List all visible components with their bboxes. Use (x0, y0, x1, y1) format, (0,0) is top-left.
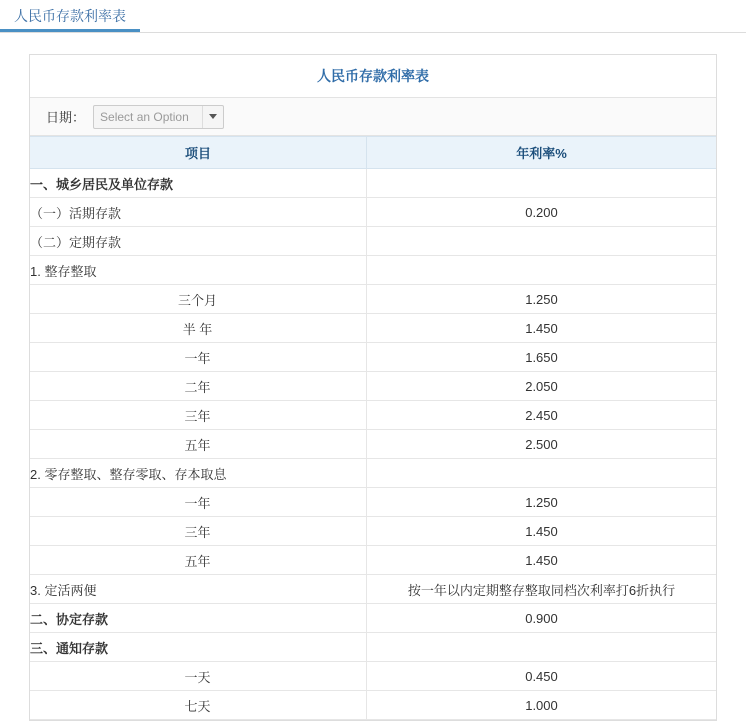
table-row (30, 256, 716, 285)
row-item-label: 3. 定活两便 (30, 575, 367, 604)
row-item-label: 三年 (30, 517, 367, 546)
row-item-label: 一年 (30, 488, 367, 517)
row-rate-value (367, 459, 717, 488)
row-rate-value: 0.900 (367, 604, 717, 633)
row-item-label: 五年 (30, 430, 367, 459)
row-rate-value: 1.650 (367, 343, 717, 372)
table-row (30, 198, 716, 227)
column-header-rate: 年利率% (367, 137, 717, 169)
table-header-row (30, 137, 716, 169)
rate-table (30, 136, 716, 720)
table-row (30, 314, 716, 343)
row-rate-value: 0.450 (367, 662, 717, 691)
row-item-label: 二年 (30, 372, 367, 401)
table-row (30, 169, 716, 198)
table-row (30, 227, 716, 256)
row-rate-value: 1.450 (367, 314, 717, 343)
row-rate-value (367, 633, 717, 662)
row-item-label: 七天 (30, 691, 367, 720)
row-rate-value: 按一年以内定期整存整取同档次利率打6折执行 (367, 575, 717, 604)
row-item-label: 2. 零存整取、整存零取、存本取息 (30, 459, 367, 488)
row-item-label: 三年 (30, 401, 367, 430)
date-select-value: Select an Option (100, 109, 189, 124)
table-row (30, 691, 716, 720)
row-rate-value: 1.000 (367, 691, 717, 720)
table-row (30, 575, 716, 604)
row-item-label: 一天 (30, 662, 367, 691)
row-rate-value (367, 227, 717, 256)
table-row (30, 604, 716, 633)
row-item-label: 1. 整存整取 (30, 256, 367, 285)
table-row (30, 401, 716, 430)
row-rate-value: 1.250 (367, 285, 717, 314)
row-rate-value: 1.450 (367, 517, 717, 546)
table-row (30, 285, 716, 314)
rate-table-head (30, 137, 716, 169)
row-rate-value (367, 256, 717, 285)
row-item-label: 一年 (30, 343, 367, 372)
chevron-down-icon (202, 106, 223, 128)
row-item-label: 一、城乡居民及单位存款 (30, 169, 367, 198)
column-header-item: 项目 (30, 137, 367, 169)
table-row (30, 459, 716, 488)
table-row (30, 517, 716, 546)
filter-row (30, 98, 716, 136)
rate-table-card (29, 54, 717, 721)
row-item-label: （一）活期存款 (30, 198, 367, 227)
row-rate-value (367, 169, 717, 198)
page-title: 人民币存款利率表 (30, 55, 716, 98)
table-row (30, 430, 716, 459)
row-rate-value: 2.450 (367, 401, 717, 430)
row-rate-value: 1.450 (367, 546, 717, 575)
row-item-label: 半 年 (30, 314, 367, 343)
table-row (30, 343, 716, 372)
table-row (30, 372, 716, 401)
rate-table-body (30, 169, 716, 720)
date-filter-label: 日期： (46, 110, 86, 125)
row-item-label: （二）定期存款 (30, 227, 367, 256)
table-row (30, 488, 716, 517)
row-item-label: 三个月 (30, 285, 367, 314)
table-row (30, 633, 716, 662)
date-select[interactable] (93, 105, 224, 129)
row-rate-value: 1.250 (367, 488, 717, 517)
row-rate-value: 2.500 (367, 430, 717, 459)
table-row (30, 662, 716, 691)
page-body (0, 33, 746, 721)
row-rate-value: 2.050 (367, 372, 717, 401)
row-item-label: 五年 (30, 546, 367, 575)
row-rate-value: 0.200 (367, 198, 717, 227)
row-item-label: 二、协定存款 (30, 604, 367, 633)
tab-rmb-deposit-rate-table[interactable]: 人民币存款利率表 (0, 0, 140, 32)
table-row (30, 546, 716, 575)
row-item-label: 三、通知存款 (30, 633, 367, 662)
tab-bar (0, 0, 746, 33)
